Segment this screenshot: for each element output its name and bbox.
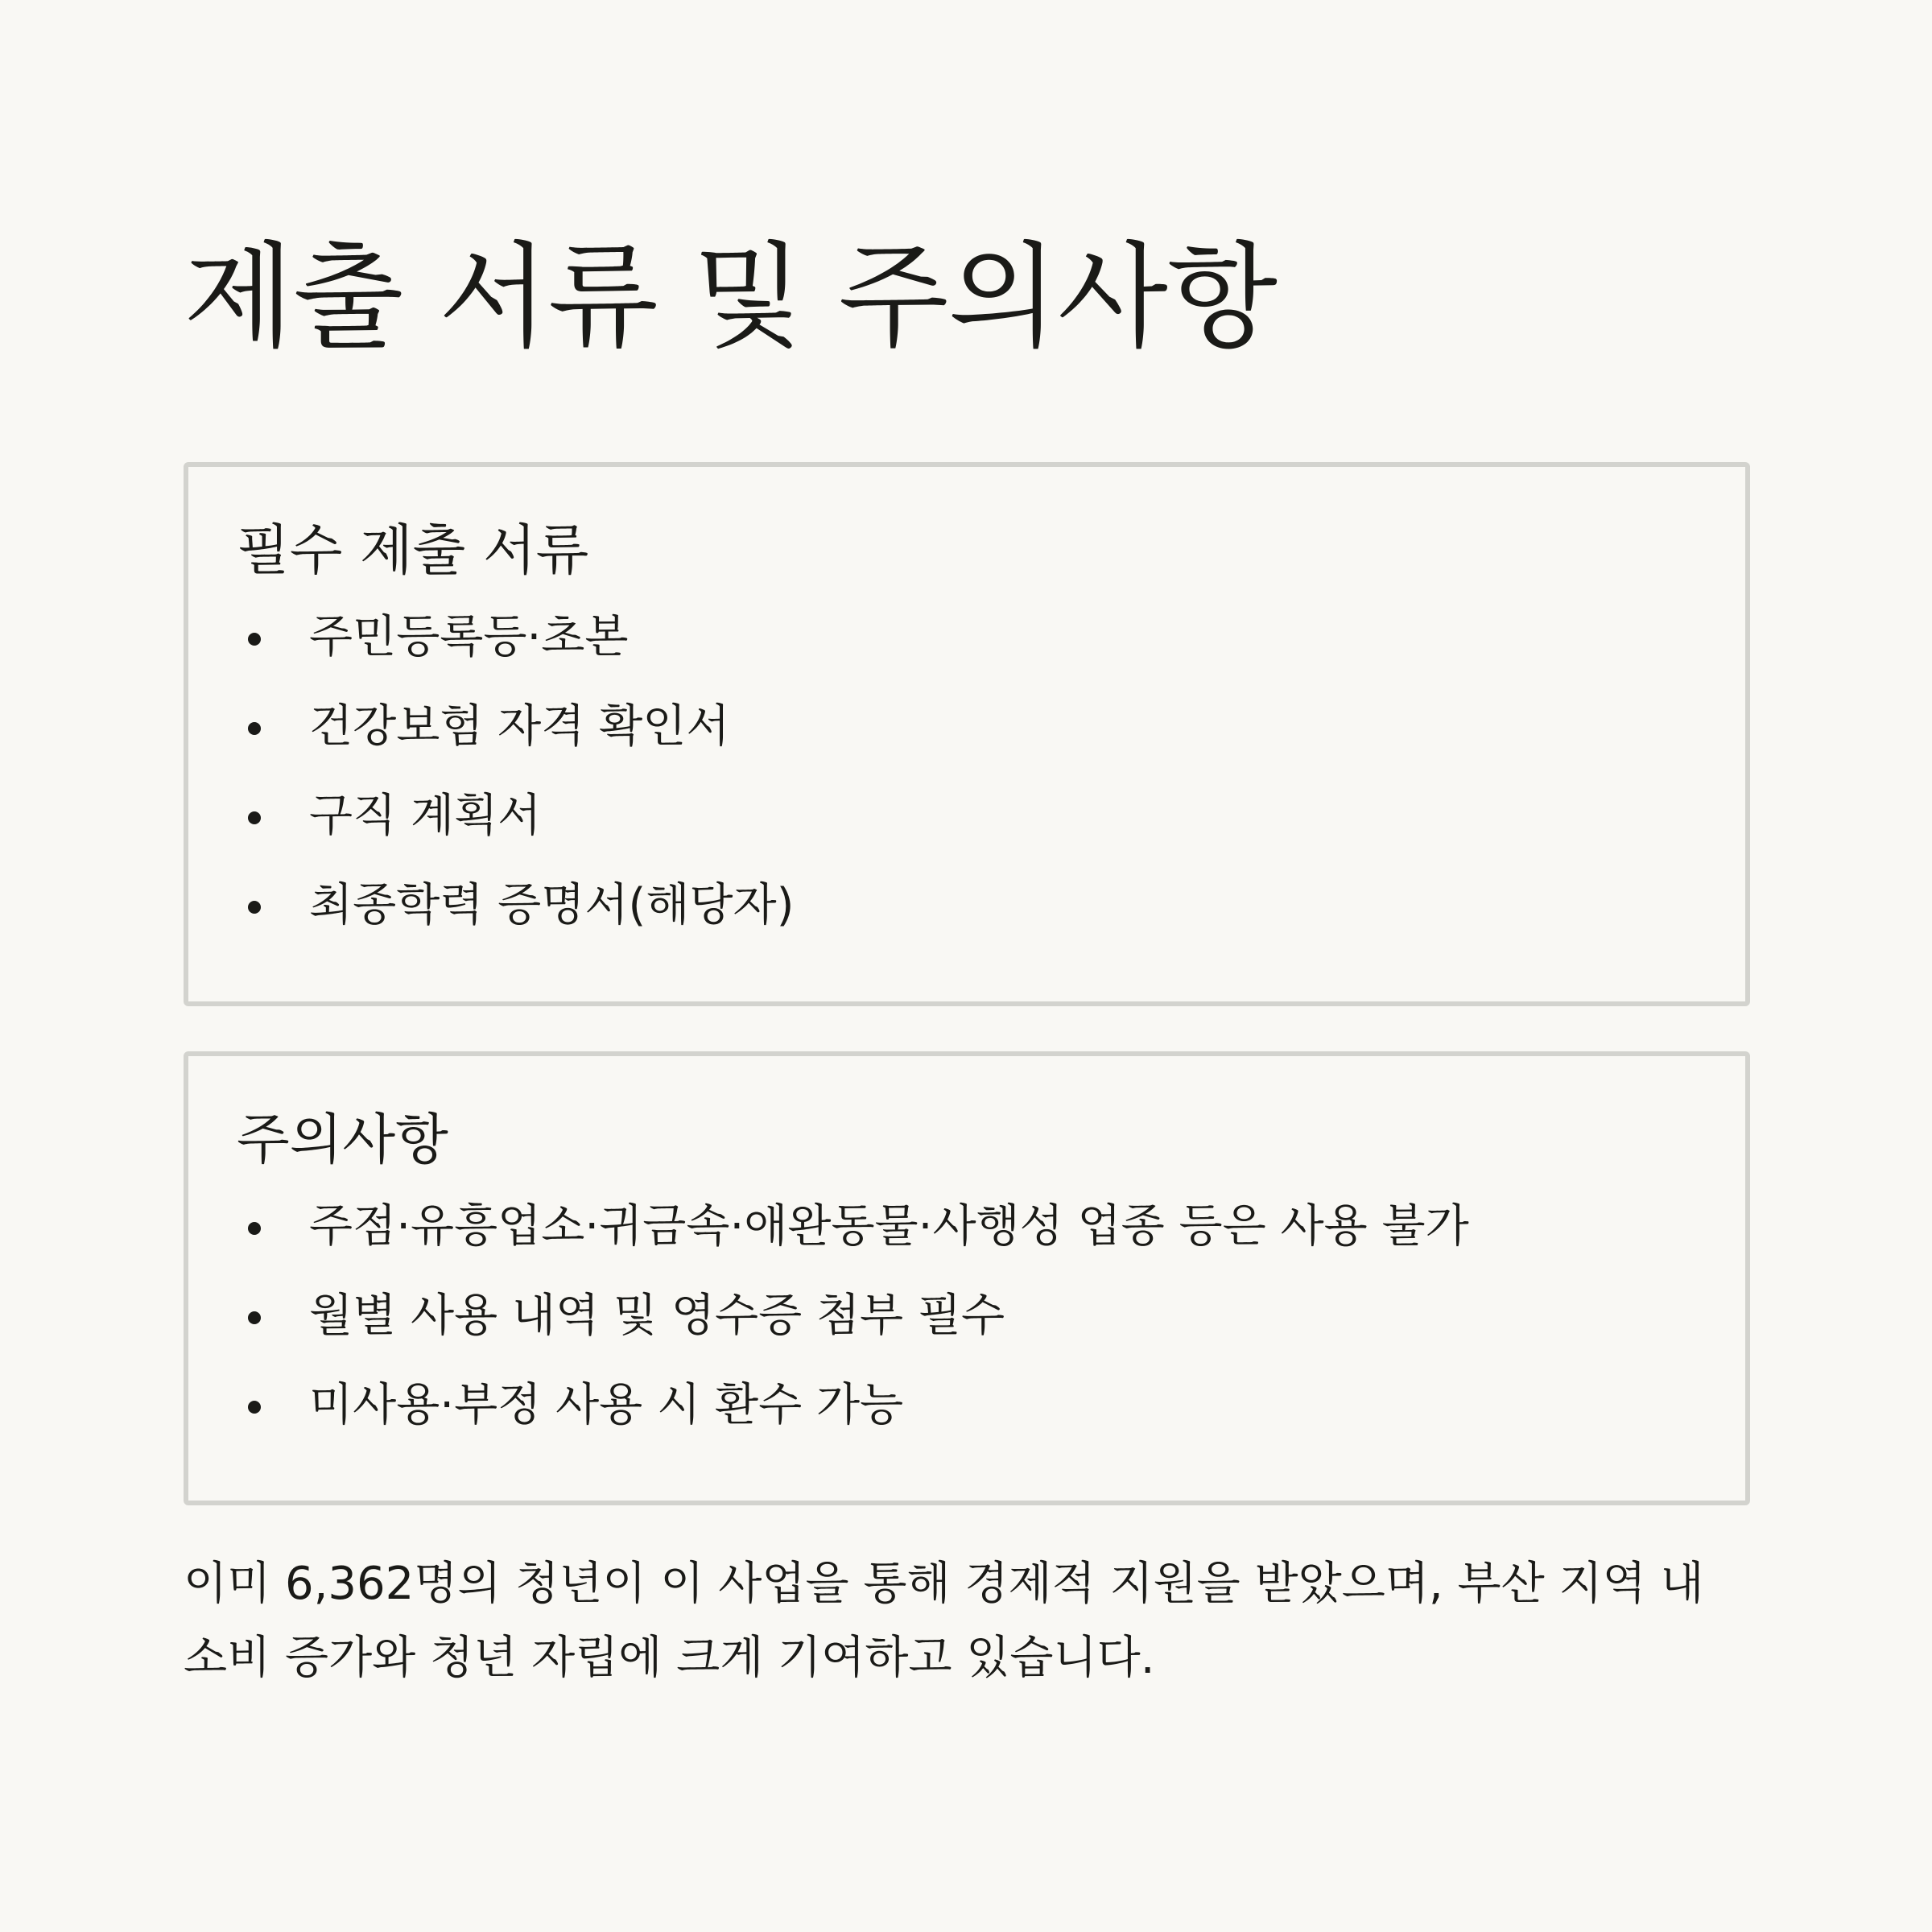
bullet-icon: [248, 633, 261, 646]
bullet-icon: [248, 901, 261, 914]
list-item-text: 구직 계획서: [309, 790, 542, 842]
list-item-text: 월별 사용 내역 및 영수증 첨부 필수: [309, 1290, 1005, 1342]
bullet-icon: [248, 811, 261, 824]
bullet-icon: [248, 1222, 261, 1235]
required-documents-heading: 필수 제출 서류: [237, 519, 589, 583]
bullet-icon: [248, 1401, 261, 1414]
list-item-text: 미사용·부정 사용 시 환수 가능: [309, 1379, 904, 1431]
list-item-text: 주민등록등·초본: [309, 611, 629, 663]
list-item-text: 최종학력 증명서(해당자): [309, 879, 795, 931]
bullet-icon: [248, 722, 261, 735]
precautions-heading: 주의사항: [237, 1108, 448, 1172]
bullet-icon: [248, 1311, 261, 1324]
required-documents-card: [184, 462, 1750, 1006]
list-item-text: 주점·유흥업소·귀금속·애완동물·사행성 업종 등은 사용 불가: [309, 1200, 1469, 1253]
precautions-card: [184, 1051, 1750, 1505]
list-item-text: 건강보험 자격 확인서: [309, 700, 730, 753]
summary-paragraph: 이미 6,362명의 청년이 이 사업을 통해 경제적 지원을 받았으며, 부산 지역 내 소비 증가와 청년 자립에 크게 기여하고 있습니다.: [184, 1558, 1704, 1684]
page-title: 제출 서류 및 주의사항: [184, 231, 1277, 364]
